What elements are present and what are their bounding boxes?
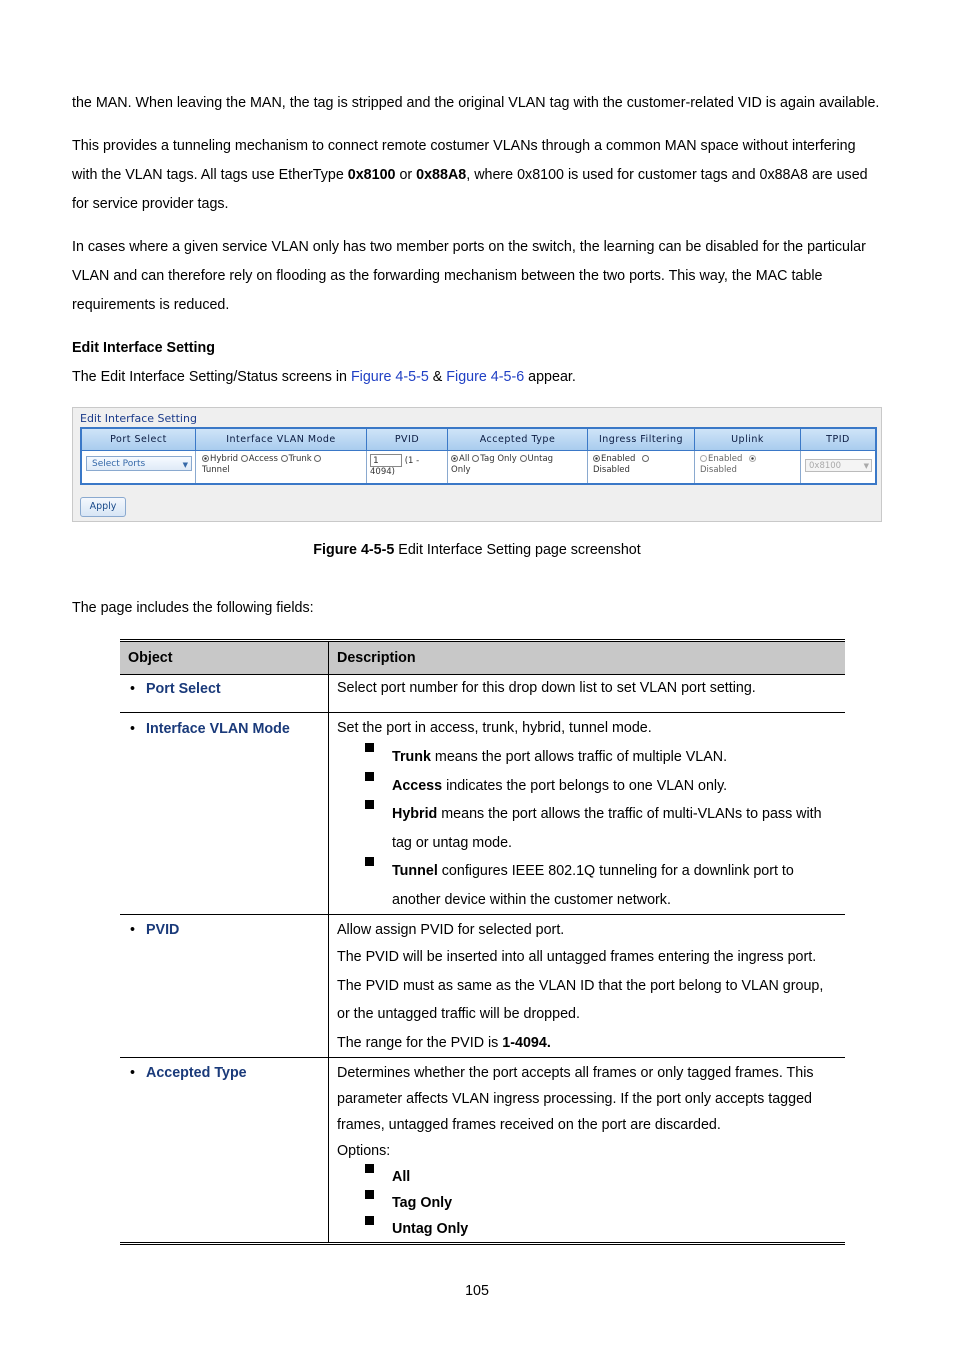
table-header-row [120, 641, 845, 675]
paragraph-man: the MAN. When leaving the MAN, the tag is stripped and the original VLAN tag with the customer-related VID is again available. [72, 95, 880, 111]
radio-all[interactable] [451, 455, 458, 462]
object-accepted-type: Accepted Type [146, 1065, 247, 1081]
table-row: • PVID Allow assign PVID for selected port. The PVID will be inserted into all untagged frames entering the ingress port. The PVID must as same as the VLAN ID that the port belong to VLAN group, or the untagged traffic will be dropped. The range for the PVID is 1-4094. [120, 915, 845, 1058]
fields-table [120, 639, 845, 1245]
figure-caption: Figure 4-5-5 Edit Interface Setting page screenshot [313, 542, 641, 558]
header-ingress-filtering: Ingress Filtering [588, 429, 695, 450]
bullet-tunnel: Tunnel configures IEEE 802.1Q tunneling for a downlink port to another device within the customer network. [337, 857, 837, 914]
settings-table-header [82, 429, 875, 451]
port-select-dropdown[interactable]: Select Ports ▼ [86, 456, 192, 471]
header-pvid: PVID [367, 429, 448, 450]
radio-tunnel[interactable] [314, 455, 321, 462]
header-interface-vlan-mode: Interface VLAN Mode [196, 429, 367, 450]
radio-trunk[interactable] [281, 455, 288, 462]
desc-pvid-3: The range for the PVID is 1-4094. [337, 1034, 551, 1051]
edit-interface-screenshot [72, 407, 882, 522]
header-object: Object [120, 641, 329, 675]
bullet-trunk: Trunk means the port allows traffic of multiple VLAN. [337, 743, 837, 772]
option-untag-only: Untag Only [337, 1216, 837, 1242]
chevron-down-icon: ▼ [182, 461, 188, 469]
figure-link-4-5-6[interactable]: Figure 4-5-6 [446, 369, 525, 385]
table-row: • Accepted Type Determines whether the port accepts all frames or only tagged frames. This parameter affects VLAN ingress processing. If the port only accepts tagged frames, untagged frames received on the port are discarded. Options: All Tag Only Untag Only [120, 1058, 845, 1244]
interface-settings-table [80, 427, 877, 485]
table-row: • Interface VLAN Mode Set the port in access, trunk, hybrid, tunnel mode. Trunk means the port allows traffic of multiple VLAN. Access indicates the port belongs to one VLAN only. Hybrid means the port allows the traffic of multi-VLANs to pass with tag or untag mode. Tunnel configures IEEE 802.1Q tunneling for a downlink port to another device within the customer network. [120, 713, 845, 915]
bullet-hybrid: Hybrid means the port allows the traffic of multi-VLANs to pass with tag or untag mode. [337, 800, 837, 857]
cell-vlan-mode: Hybrid Access Trunk Tunnel [196, 451, 367, 483]
tpid-select[interactable]: 0x8100 ▼ [805, 459, 872, 472]
paragraph-tunneling: This provides a tunneling mechanism to connect remote costumer VLANs through a common MAN space without interfering with the VLAN tags. All tags use EtherType 0x8100 or 0x88A8, where 0x8100 is used for customer tags and 0x88A8 are used for service provider tags. [72, 138, 868, 212]
cell-pvid: 1 (1 - 4094) [367, 451, 448, 483]
radio-uplink-disabled[interactable] [749, 455, 756, 462]
cell-uplink: Enabled Disabled [695, 451, 801, 483]
radio-hybrid[interactable] [202, 455, 209, 462]
option-all: All [337, 1164, 837, 1190]
desc-pvid-1: Allow assign PVID for selected port. [337, 922, 565, 938]
desc-accepted-type: Determines whether the port accepts all frames or only tagged frames. This parameter affects VLAN ingress processing. If the port only accepts tagged frames, untagged frames received on the port are discarded. [337, 1065, 814, 1133]
screenshot-title: Edit Interface Setting [80, 412, 197, 425]
cell-ingress-filtering: Enabled Disabled [588, 451, 695, 483]
object-pvid: PVID [146, 922, 180, 938]
radio-ingress-enabled[interactable] [593, 455, 600, 462]
chevron-down-icon: ▼ [863, 462, 869, 470]
header-tpid: TPID [826, 434, 850, 445]
fields-intro: The page includes the following fields: [72, 600, 314, 616]
radio-ingress-disabled[interactable] [642, 455, 649, 462]
section-heading: Edit Interface Setting [72, 340, 215, 356]
radio-untag-only[interactable] [520, 455, 527, 462]
radio-access[interactable] [241, 455, 248, 462]
figure-link-4-5-5[interactable]: Figure 4-5-5 [350, 369, 429, 385]
paragraph-learning: In cases where a given service VLAN only has two member ports on the switch, the learning can be disabled for the particular VLAN and can therefore rely on flooding as the forwarding mechanism between the two ports. This way, the MAC table requirements is reduced. [72, 239, 866, 313]
apply-button[interactable]: Apply [80, 497, 126, 517]
object-interface-vlan-mode: Interface VLAN Mode [146, 721, 290, 737]
table-row: • Port Select Select port number for this drop down list to set VLAN port setting. [120, 675, 845, 713]
header-port-select: Port Select [82, 429, 196, 450]
object-port-select: Port Select [146, 681, 221, 697]
desc-pvid-2: The PVID will be inserted into all untagged frames entering the ingress port. The PVID must as same as the VLAN ID that the port belong to VLAN group, or the untagged traffic will be dropped. [337, 949, 824, 1022]
cell-tpid [801, 451, 875, 483]
cell-port-select [82, 451, 196, 483]
radio-uplink-enabled[interactable] [700, 455, 707, 462]
radio-tag-only[interactable] [472, 455, 479, 462]
header-accepted-type: Accepted Type [448, 429, 588, 450]
page-number: 105 [465, 1283, 489, 1299]
intro-paragraph: The Edit Interface Setting/Status screens in Figure 4-5-5 & Figure 4-5-6 appear. [72, 369, 576, 385]
option-tag-only: Tag Only [337, 1190, 837, 1216]
header-uplink: Uplink [695, 429, 801, 450]
desc-options: Options: [337, 1143, 391, 1159]
desc-port-select: Select port number for this drop down list to set VLAN port setting. [337, 680, 756, 696]
bullet-access: Access indicates the port belongs to one VLAN only. [337, 772, 837, 801]
cell-accepted-type: All Tag Only Untag Only [448, 451, 588, 483]
header-description: Description [329, 641, 846, 675]
pvid-input[interactable]: 1 [370, 454, 402, 467]
desc-vlan-mode: Set the port in access, trunk, hybrid, tunnel mode. [337, 720, 652, 736]
